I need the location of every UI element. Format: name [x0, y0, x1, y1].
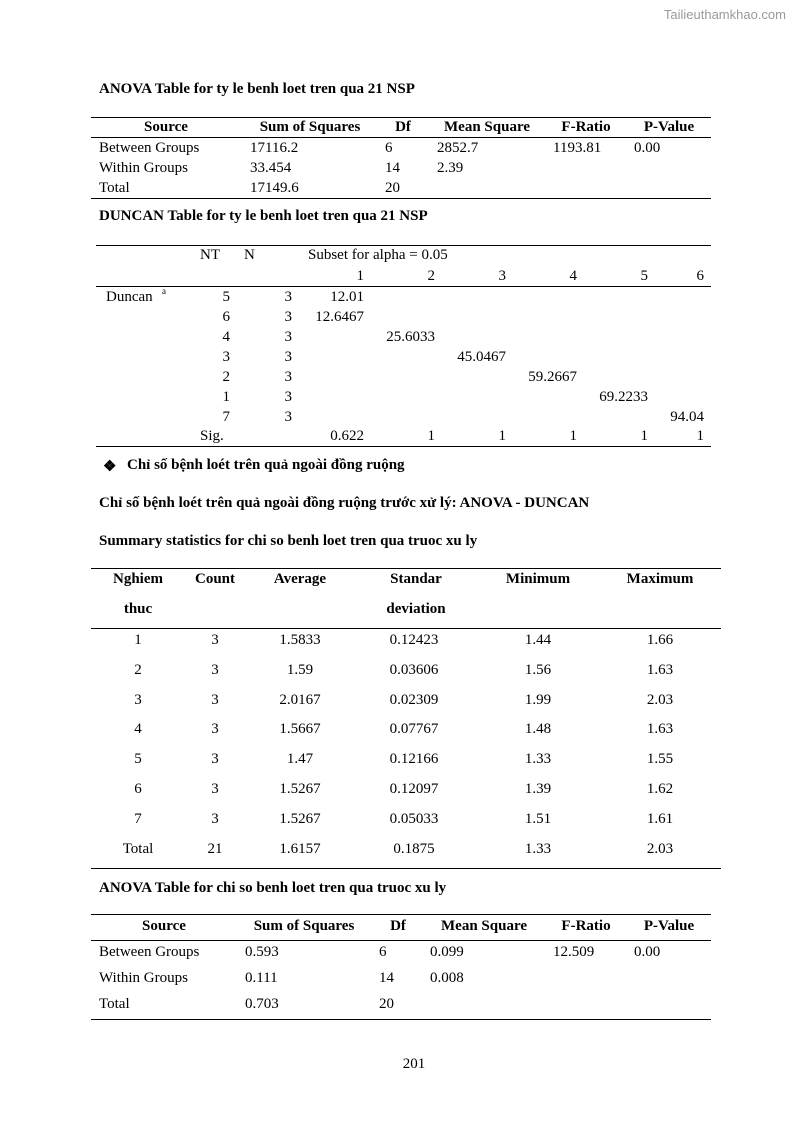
summary-cell: 1.56 — [524, 662, 552, 678]
anova1-cell: 6 — [385, 140, 393, 156]
duncan-sig-cell: 1 — [569, 428, 577, 444]
duncan-value-cell: 69.2233 — [599, 389, 648, 405]
summary-cell: 1.33 — [524, 841, 552, 857]
anova2-cell: Between Groups — [99, 944, 200, 960]
summary-cell: 1.44 — [524, 632, 552, 648]
anova2-header-cell: F-Ratio — [561, 918, 611, 934]
summary-header-cell: Average — [273, 571, 327, 587]
anova2-cell: 0.008 — [430, 970, 464, 986]
summary-cell: 3 — [211, 751, 219, 767]
anova2-top-rule — [91, 914, 711, 915]
duncan-sig-cell: 1 — [427, 428, 435, 444]
summary-cell: 6 — [134, 781, 142, 797]
summary-cell: 1.6157 — [279, 841, 321, 857]
anova2-header-rule — [91, 940, 711, 941]
duncan-subset-number: 4 — [569, 268, 577, 284]
summary-cell: 21 — [207, 841, 223, 857]
summary-cell: 1.63 — [646, 662, 674, 678]
summary-cell: 1.47 — [286, 751, 314, 767]
anova2-header-cell: Df — [390, 918, 406, 934]
anova2-title: ANOVA Table for chi so benh loet tren qua truoc xu ly — [99, 880, 447, 896]
summary-header-cell: thuc — [123, 601, 153, 617]
summary-cell: 1.61 — [646, 811, 674, 827]
summary-cell: 2.0167 — [279, 692, 321, 708]
duncan-subset-number: 1 — [356, 268, 364, 284]
anova2-cell: 0.099 — [430, 944, 464, 960]
duncan-nt-cell: 7 — [222, 409, 230, 425]
duncan-nt-cell: 3 — [222, 349, 230, 365]
summary-cell: 1.63 — [646, 721, 674, 737]
summary-cell: 1.5667 — [279, 721, 321, 737]
summary-cell: 2.03 — [646, 692, 674, 708]
summary-cell: 0.02309 — [389, 692, 439, 708]
summary-cell: 1.66 — [646, 632, 674, 648]
summary-header-cell: Nghiem — [113, 571, 163, 587]
duncan-n-cell: 3 — [284, 369, 292, 385]
summary-cell: 1.5267 — [279, 781, 321, 797]
summary-cell: 1.55 — [646, 751, 674, 767]
duncan-n-cell: 3 — [284, 389, 292, 405]
summary-cell: 1.5833 — [279, 632, 321, 648]
duncan-n-cell: 3 — [284, 329, 292, 345]
summary-cell: 5 — [134, 751, 142, 767]
duncan-sig-cell: 1 — [696, 428, 704, 444]
summary-cell: 0.1875 — [393, 841, 435, 857]
summary-header-cell: Count — [194, 571, 236, 587]
anova2-bottom-rule — [91, 1019, 711, 1020]
anova2-cell: 6 — [379, 944, 387, 960]
summary-cell: 0.12097 — [389, 781, 439, 797]
duncan-method-label: Duncan — [106, 289, 153, 305]
duncan-method-sup-wrap — [162, 286, 166, 305]
anova1-cell: 17116.2 — [250, 140, 299, 156]
anova1-cell: 2852.7 — [437, 140, 479, 156]
summary-cell: 3 — [211, 811, 219, 827]
summary-cell: 3 — [211, 692, 219, 708]
summary-header-cell: Minimum — [505, 571, 571, 587]
summary-cell: 3 — [211, 632, 219, 648]
duncan-n-cell: 3 — [284, 289, 292, 305]
anova2-header-cell: Source — [142, 918, 186, 934]
duncan-top-rule — [96, 245, 711, 246]
summary-header-cell: Standar — [390, 571, 442, 587]
duncan-value-cell: 12.6467 — [315, 309, 364, 325]
anova1-cell: 33.454 — [250, 160, 292, 176]
anova2-header-cell: Sum of Squares — [253, 918, 355, 934]
section-subtitle: Chỉ số bệnh loét trên quả ngoài đồng ruộng trước xử lý: ANOVA - DUNCAN — [99, 495, 590, 511]
anova1-cell: Between Groups — [99, 140, 200, 156]
duncan-sig-cell: 1 — [498, 428, 506, 444]
summary-top-rule — [91, 568, 721, 569]
summary-header-cell: Maximum — [626, 571, 694, 587]
duncan-nt-cell: 2 — [222, 369, 230, 385]
summary-cell: 7 — [134, 811, 142, 827]
duncan-value-cell: 12.01 — [330, 289, 364, 305]
summary-cell: 1.39 — [524, 781, 552, 797]
summary-cell: 0.07767 — [389, 721, 439, 737]
page-number: 201 — [402, 1056, 426, 1072]
duncan-header-rule — [96, 286, 711, 287]
bullet-heading: Chỉ số bệnh loét trên quả ngoài đồng ruộng — [127, 457, 405, 473]
anova2-header-cell: P-Value — [643, 918, 695, 934]
summary-cell: 4 — [134, 721, 142, 737]
duncan-n-cell: 3 — [284, 409, 292, 425]
anova1-header-cell: Sum of Squares — [259, 119, 361, 135]
duncan-sig-cell: 1 — [640, 428, 648, 444]
summary-cell: 3 — [134, 692, 142, 708]
anova1-top-rule — [91, 117, 711, 118]
anova1-header-rule — [91, 137, 711, 138]
anova2-cell: 0.00 — [634, 944, 661, 960]
anova2-cell: 0.593 — [245, 944, 279, 960]
anova1-cell: 20 — [385, 180, 400, 196]
anova1-header-cell: F-Ratio — [561, 119, 611, 135]
summary-cell: 1.99 — [524, 692, 552, 708]
duncan-subset-label: Subset for alpha = 0.05 — [308, 247, 448, 263]
summary-cell: 1.48 — [524, 721, 552, 737]
summary-bottom-rule — [91, 868, 721, 869]
summary-cell: 3 — [211, 781, 219, 797]
summary-header-cell: deviation — [386, 601, 446, 617]
duncan-value-cell: 59.2667 — [528, 369, 577, 385]
anova1-header-cell: Df — [395, 119, 411, 135]
duncan-value-cell: 45.0467 — [457, 349, 506, 365]
summary-cell: 1.5267 — [279, 811, 321, 827]
anova2-cell: 0.703 — [245, 996, 279, 1012]
anova2-cell: 12.509 — [553, 944, 595, 960]
anova2-cell: 20 — [379, 996, 394, 1012]
summary-cell: 0.12423 — [389, 632, 439, 648]
duncan-sig-cell: 0.622 — [330, 428, 364, 444]
anova1-title: ANOVA Table for ty le benh loet tren qua 21 NSP — [99, 81, 415, 97]
duncan-subset-number: 3 — [498, 268, 506, 284]
summary-cell: Total — [122, 841, 154, 857]
summary-cell: 1.62 — [646, 781, 674, 797]
duncan-n-cell: 3 — [284, 349, 292, 365]
anova1-cell: 14 — [385, 160, 400, 176]
summary-header-rule — [91, 628, 721, 629]
duncan-head-nt: NT — [200, 247, 220, 263]
duncan-n-cell: 3 — [284, 309, 292, 325]
summary-cell: 0.03606 — [389, 662, 439, 678]
watermark: Tailieuthamkhao.com — [663, 7, 786, 22]
bullet-icon: ❖ — [103, 459, 117, 475]
anova1-cell: 2.39 — [437, 160, 464, 176]
anova1-cell: 17149.6 — [250, 180, 299, 196]
duncan-subset-number: 6 — [696, 268, 704, 284]
summary-cell: 3 — [211, 662, 219, 678]
summary-cell: 1.59 — [286, 662, 314, 678]
duncan-subset-number: 2 — [427, 268, 435, 284]
duncan-nt-cell: 6 — [222, 309, 230, 325]
summary-title: Summary statistics for chi so benh loet tren qua truoc xu ly — [99, 533, 478, 549]
anova1-cell: Total — [99, 180, 130, 196]
summary-cell: 2 — [134, 662, 142, 678]
anova1-cell: 0.00 — [634, 140, 661, 156]
summary-cell: 0.12166 — [389, 751, 439, 767]
summary-cell: 0.05033 — [389, 811, 439, 827]
duncan-nt-cell: 1 — [222, 389, 230, 405]
anova1-bottom-rule — [91, 198, 711, 199]
duncan-sig-label: Sig. — [200, 428, 224, 444]
summary-cell: 1.33 — [524, 751, 552, 767]
duncan-subset-number: 5 — [640, 268, 648, 284]
anova2-cell: Total — [99, 996, 130, 1012]
anova2-cell: Within Groups — [99, 970, 188, 986]
summary-cell: 3 — [211, 721, 219, 737]
duncan-head-n: N — [244, 247, 255, 263]
summary-cell: 2.03 — [646, 841, 674, 857]
anova2-header-cell: Mean Square — [441, 918, 527, 934]
duncan-method-superscript: a — [162, 286, 166, 296]
anova1-cell: Within Groups — [99, 160, 188, 176]
summary-cell: 1 — [134, 632, 142, 648]
anova1-header-cell: Mean Square — [444, 119, 530, 135]
duncan-value-cell: 25.6033 — [386, 329, 435, 345]
anova1-cell: 1193.81 — [553, 140, 602, 156]
duncan-title: DUNCAN Table for ty le benh loet tren qua 21 NSP — [99, 208, 428, 224]
duncan-nt-cell: 4 — [222, 329, 230, 345]
duncan-bottom-rule — [96, 446, 711, 447]
anova2-cell: 0.111 — [245, 970, 278, 986]
duncan-value-cell: 94.04 — [670, 409, 704, 425]
anova2-cell: 14 — [379, 970, 394, 986]
summary-cell: 1.51 — [524, 811, 552, 827]
anova1-header-cell: Source — [144, 119, 188, 135]
duncan-nt-cell: 5 — [222, 289, 230, 305]
anova1-header-cell: P-Value — [643, 119, 695, 135]
